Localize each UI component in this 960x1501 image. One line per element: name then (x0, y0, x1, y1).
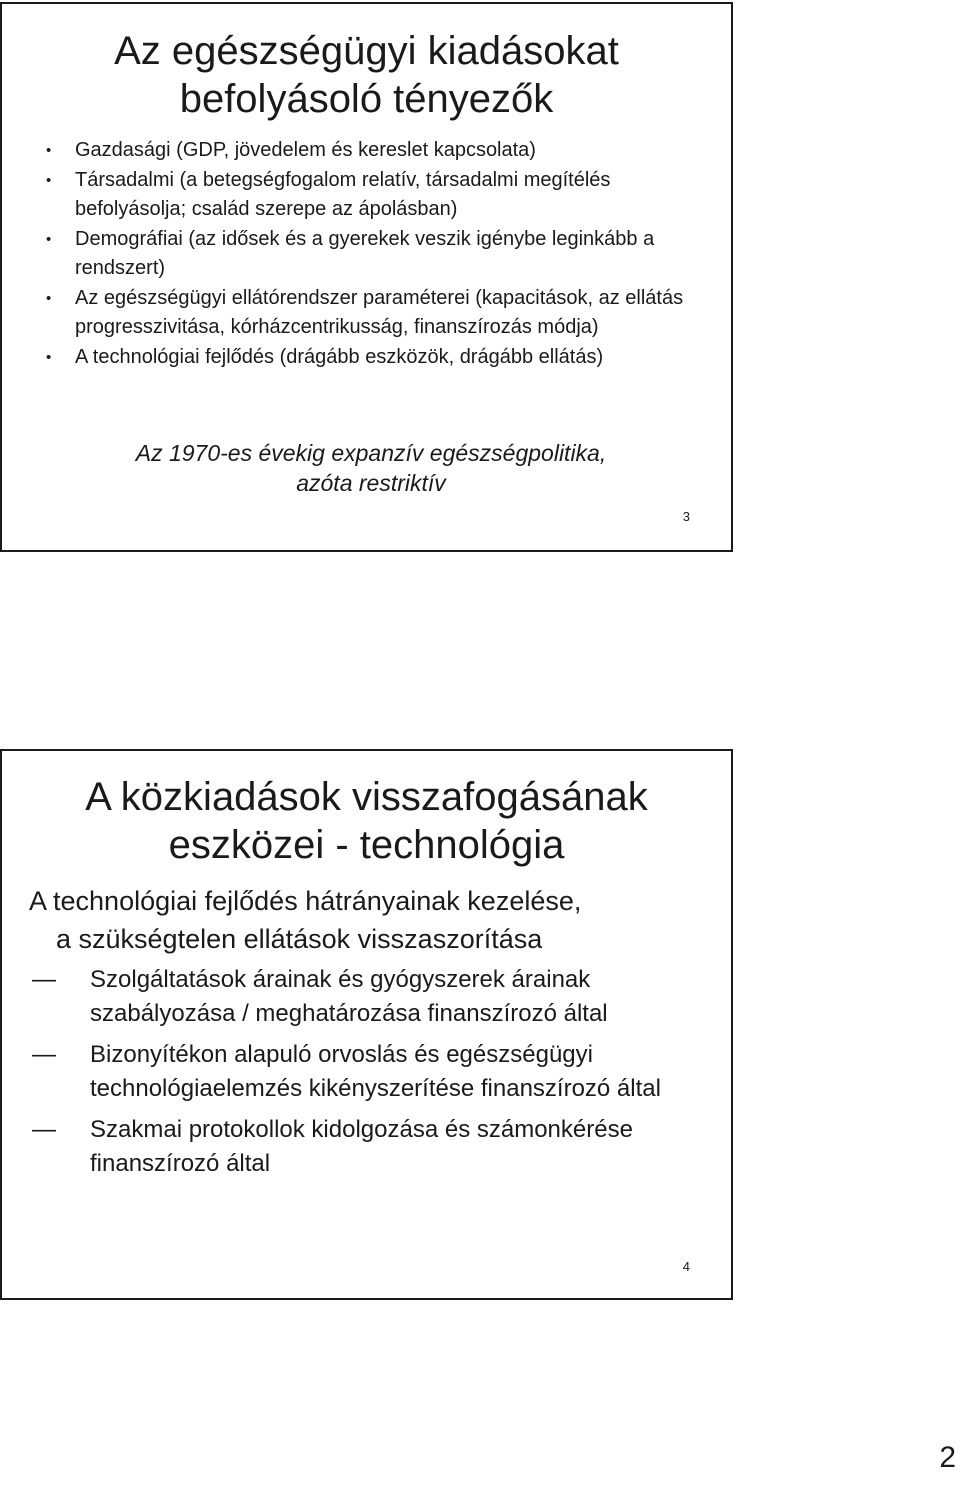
dash-list (32, 963, 722, 1188)
bullet-icon: • (46, 231, 52, 248)
bullet-icon: • (46, 142, 52, 159)
dash-icon: — (32, 1116, 56, 1143)
list-item (46, 343, 696, 372)
slide-title (2, 27, 731, 123)
slide-title (2, 773, 731, 869)
slide-page-number: 4 (682, 1259, 690, 1274)
list-item (46, 225, 696, 283)
subtitle-line: A technológiai fejlődés hátrányainak kezelése, (29, 886, 582, 916)
document-page-number: 2 (939, 1441, 956, 1474)
slide-4 (0, 749, 733, 1300)
title-line: Az egészségügyi kiadásokat (114, 29, 619, 73)
slide-subtitle (29, 882, 709, 958)
dash-icon: — (32, 1041, 56, 1068)
title-line: A közkiadások visszafogásának (85, 775, 648, 819)
bullet-icon: • (46, 290, 52, 307)
title-line: eszközei - technológia (168, 823, 565, 867)
list-item (32, 1113, 722, 1181)
list-item (32, 1038, 722, 1106)
list-item-text: Az egészségügyi ellátórendszer paraméterei (kapacitások, az ellátás progresszivitása, kórházcentrikusság, finanszírozás módja) (75, 287, 684, 338)
policy-note (78, 438, 664, 498)
slide-page-number: 3 (682, 509, 690, 524)
list-item-text: Szolgáltatások árainak és gyógyszerek árainak szabályozása / meghatározása finanszírozó által (90, 966, 608, 1027)
list-item-text: Gazdasági (GDP, jövedelem és kereslet kapcsolata) (75, 139, 536, 161)
bullet-icon: • (46, 349, 52, 366)
subtitle-line: a szükségtelen ellátások visszaszorítása (56, 924, 543, 954)
bullet-list (46, 136, 696, 373)
list-item-text: Bizonyítékon alapuló orvoslás és egészségügyi technológiaelemzés kikényszerítése finanszírozó által (90, 1041, 661, 1102)
slide-3 (0, 2, 733, 552)
list-item-text: Szakmai protokollok kidolgozása és számonkérése finanszírozó által (90, 1116, 633, 1177)
list-item (32, 963, 722, 1031)
list-item-text: Társadalmi (a betegségfogalom relatív, társadalmi megítélés befolyásolja; család szerepe az ápolásban) (75, 169, 611, 220)
list-item (46, 284, 696, 342)
list-item (46, 136, 696, 165)
list-item-text: A technológiai fejlődés (drágább eszközök, drágább ellátás) (75, 346, 604, 368)
title-line: befolyásoló tényezők (179, 77, 554, 121)
list-item-text: Demográfiai (az idősek és a gyerekek veszik igénybe leginkább a rendszert) (75, 228, 655, 279)
dash-icon: — (32, 966, 56, 993)
bullet-icon: • (46, 172, 52, 189)
note-line: azóta restriktív (296, 470, 446, 496)
list-item (46, 166, 696, 224)
note-line: Az 1970-es évekig expanzív egészségpolitika, (135, 440, 607, 466)
